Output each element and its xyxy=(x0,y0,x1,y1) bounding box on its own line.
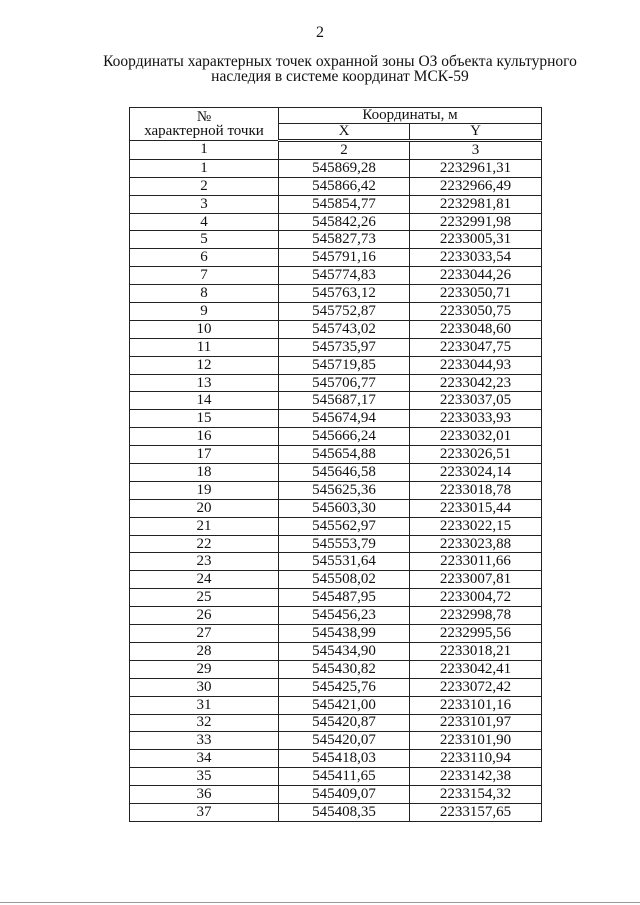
y-coordinate-cell: 2233005,31 xyxy=(410,231,542,249)
y-coordinate-cell: 2233032,01 xyxy=(410,428,542,446)
y-coordinate-cell: 2233033,54 xyxy=(410,249,542,267)
table-row xyxy=(130,428,542,446)
table-row xyxy=(130,678,542,696)
point-number-cell: 32 xyxy=(130,714,279,732)
x-coordinate-cell: 545603,30 xyxy=(279,499,410,517)
x-coordinate-cell: 545654,88 xyxy=(279,446,410,464)
table-row xyxy=(130,338,542,356)
x-coordinate-cell: 545562,97 xyxy=(279,517,410,535)
x-coordinate-cell: 545553,79 xyxy=(279,535,410,553)
point-number-header-line1: № xyxy=(196,109,212,125)
y-coordinate-cell: 2233023,88 xyxy=(410,535,542,553)
table-row xyxy=(130,464,542,482)
y-coordinate-cell: 2233022,15 xyxy=(410,517,542,535)
x-coordinate-cell: 545408,35 xyxy=(279,803,410,821)
x-coordinate-cell: 545791,16 xyxy=(279,249,410,267)
y-coordinate-cell: 2232998,78 xyxy=(410,607,542,625)
point-number-cell: 33 xyxy=(130,732,279,750)
point-number-cell: 14 xyxy=(130,392,279,410)
y-coordinate-cell: 2233050,71 xyxy=(410,285,542,303)
table-row xyxy=(130,571,542,589)
point-number-cell: 9 xyxy=(130,303,279,321)
table-row xyxy=(130,213,542,231)
table-row xyxy=(130,374,542,392)
table-row xyxy=(130,231,542,249)
y-coordinate-cell: 2233110,94 xyxy=(410,750,542,768)
y-column-header: Y xyxy=(410,124,542,141)
x-coordinate-cell: 545487,95 xyxy=(279,589,410,607)
x-coordinate-cell: 545666,24 xyxy=(279,428,410,446)
table-header xyxy=(130,108,542,141)
x-coordinate-cell: 545687,17 xyxy=(279,392,410,410)
y-coordinate-cell: 2233154,32 xyxy=(410,786,542,804)
point-number-cell: 13 xyxy=(130,374,279,392)
point-number-cell: 15 xyxy=(130,410,279,428)
point-number-cell: 16 xyxy=(130,428,279,446)
y-coordinate-cell: 2233042,23 xyxy=(410,374,542,392)
table-row xyxy=(130,517,542,535)
table-row xyxy=(130,535,542,553)
table-body xyxy=(130,159,542,821)
y-coordinate-cell: 2233044,26 xyxy=(410,267,542,285)
x-coordinate-cell: 545438,99 xyxy=(279,625,410,643)
point-number-cell: 11 xyxy=(130,338,279,356)
point-number-cell: 12 xyxy=(130,356,279,374)
table-row xyxy=(130,553,542,571)
x-coordinate-cell: 545646,58 xyxy=(279,464,410,482)
y-coordinate-cell: 2233072,42 xyxy=(410,678,542,696)
point-number-cell: 21 xyxy=(130,517,279,535)
y-coordinate-cell: 2233101,16 xyxy=(410,696,542,714)
column-number-2: 2 xyxy=(279,141,410,160)
x-coordinate-cell: 545420,87 xyxy=(279,714,410,732)
table-row xyxy=(130,249,542,267)
y-coordinate-cell: 2233044,93 xyxy=(410,356,542,374)
table-row xyxy=(130,446,542,464)
point-number-cell: 25 xyxy=(130,589,279,607)
y-coordinate-cell: 2233050,75 xyxy=(410,303,542,321)
y-coordinate-cell: 2233007,81 xyxy=(410,571,542,589)
point-number-cell: 17 xyxy=(130,446,279,464)
y-coordinate-cell: 2232995,56 xyxy=(410,625,542,643)
y-coordinate-cell: 2233033,93 xyxy=(410,410,542,428)
point-number-cell: 37 xyxy=(130,803,279,821)
x-coordinate-cell: 545430,82 xyxy=(279,660,410,678)
y-coordinate-cell: 2233018,78 xyxy=(410,481,542,499)
coordinates-group-header: Координаты, м xyxy=(279,108,542,124)
point-number-cell: 23 xyxy=(130,553,279,571)
y-coordinate-cell: 2233048,60 xyxy=(410,320,542,338)
table-row xyxy=(130,356,542,374)
table-row xyxy=(130,177,542,195)
y-coordinate-cell: 2233018,21 xyxy=(410,642,542,660)
y-coordinate-cell: 2233004,72 xyxy=(410,589,542,607)
y-coordinate-cell: 2233015,44 xyxy=(410,499,542,517)
point-number-header xyxy=(130,108,279,141)
point-number-header-line2: характерной точки xyxy=(144,123,264,139)
table-row xyxy=(130,303,542,321)
table-row xyxy=(130,750,542,768)
table-row xyxy=(130,392,542,410)
point-number-cell: 29 xyxy=(130,660,279,678)
point-number-cell: 22 xyxy=(130,535,279,553)
document-title xyxy=(60,54,620,84)
point-number-cell: 30 xyxy=(130,678,279,696)
x-coordinate-cell: 545420,07 xyxy=(279,732,410,750)
point-number-cell: 31 xyxy=(130,696,279,714)
x-coordinate-cell: 545456,23 xyxy=(279,607,410,625)
x-coordinate-cell: 545411,65 xyxy=(279,768,410,786)
point-number-cell: 24 xyxy=(130,571,279,589)
column-number-row xyxy=(130,141,542,160)
point-number-cell: 35 xyxy=(130,768,279,786)
point-number-cell: 8 xyxy=(130,285,279,303)
page-number: 2 xyxy=(316,24,324,41)
x-coordinate-cell: 545866,42 xyxy=(279,177,410,195)
x-coordinate-cell: 545735,97 xyxy=(279,338,410,356)
y-coordinate-cell: 2233101,97 xyxy=(410,714,542,732)
table-row xyxy=(130,159,542,177)
point-number-cell: 10 xyxy=(130,320,279,338)
table-row xyxy=(130,642,542,660)
title-line-2: наследия в системе координат МСК-59 xyxy=(211,68,469,85)
point-number-cell: 5 xyxy=(130,231,279,249)
x-coordinate-cell: 545418,03 xyxy=(279,750,410,768)
x-column-header: X xyxy=(279,124,410,141)
x-coordinate-cell: 545508,02 xyxy=(279,571,410,589)
table-row xyxy=(130,786,542,804)
x-coordinate-cell: 545409,07 xyxy=(279,786,410,804)
point-number-cell: 20 xyxy=(130,499,279,517)
point-number-cell: 28 xyxy=(130,642,279,660)
table-row xyxy=(130,589,542,607)
x-coordinate-cell: 545869,28 xyxy=(279,159,410,177)
x-coordinate-cell: 545827,73 xyxy=(279,231,410,249)
table-row xyxy=(130,410,542,428)
x-coordinate-cell: 545706,77 xyxy=(279,374,410,392)
table-row xyxy=(130,499,542,517)
y-coordinate-cell: 2233047,75 xyxy=(410,338,542,356)
point-number-cell: 3 xyxy=(130,195,279,213)
point-number-cell: 2 xyxy=(130,177,279,195)
table-row xyxy=(130,625,542,643)
point-number-cell: 19 xyxy=(130,481,279,499)
y-coordinate-cell: 2232981,81 xyxy=(410,195,542,213)
y-coordinate-cell: 2232966,49 xyxy=(410,177,542,195)
table-row xyxy=(130,195,542,213)
column-number-3: 3 xyxy=(410,141,542,160)
x-coordinate-cell: 545752,87 xyxy=(279,303,410,321)
x-coordinate-cell: 545425,76 xyxy=(279,678,410,696)
table-row xyxy=(130,481,542,499)
x-coordinate-cell: 545842,26 xyxy=(279,213,410,231)
table-row xyxy=(130,267,542,285)
x-coordinate-cell: 545774,83 xyxy=(279,267,410,285)
point-number-cell: 6 xyxy=(130,249,279,267)
x-coordinate-cell: 545421,00 xyxy=(279,696,410,714)
table-row xyxy=(130,696,542,714)
y-coordinate-cell: 2232991,98 xyxy=(410,213,542,231)
coordinates-table xyxy=(129,107,542,822)
column-number-1: 1 xyxy=(130,141,279,160)
y-coordinate-cell: 2233142,38 xyxy=(410,768,542,786)
y-coordinate-cell: 2233037,05 xyxy=(410,392,542,410)
table-row xyxy=(130,660,542,678)
y-coordinate-cell: 2233042,41 xyxy=(410,660,542,678)
x-coordinate-cell: 545674,94 xyxy=(279,410,410,428)
y-coordinate-cell: 2233011,66 xyxy=(410,553,542,571)
x-coordinate-cell: 545531,64 xyxy=(279,553,410,571)
table-row xyxy=(130,768,542,786)
point-number-cell: 34 xyxy=(130,750,279,768)
x-coordinate-cell: 545625,36 xyxy=(279,481,410,499)
point-number-cell: 18 xyxy=(130,464,279,482)
table-row xyxy=(130,732,542,750)
table-row xyxy=(130,714,542,732)
x-coordinate-cell: 545743,02 xyxy=(279,320,410,338)
y-coordinate-cell: 2233026,51 xyxy=(410,446,542,464)
table-row xyxy=(130,320,542,338)
point-number-cell: 7 xyxy=(130,267,279,285)
x-coordinate-cell: 545763,12 xyxy=(279,285,410,303)
point-number-cell: 36 xyxy=(130,786,279,804)
y-coordinate-cell: 2233024,14 xyxy=(410,464,542,482)
table-row xyxy=(130,607,542,625)
y-coordinate-cell: 2233101,90 xyxy=(410,732,542,750)
x-coordinate-cell: 545719,85 xyxy=(279,356,410,374)
table-row xyxy=(130,803,542,821)
y-coordinate-cell: 2232961,31 xyxy=(410,159,542,177)
x-coordinate-cell: 545854,77 xyxy=(279,195,410,213)
point-number-cell: 27 xyxy=(130,625,279,643)
point-number-cell: 26 xyxy=(130,607,279,625)
point-number-cell: 1 xyxy=(130,159,279,177)
table-row xyxy=(130,285,542,303)
y-coordinate-cell: 2233157,65 xyxy=(410,803,542,821)
point-number-cell: 4 xyxy=(130,213,279,231)
x-coordinate-cell: 545434,90 xyxy=(279,642,410,660)
page-bottom-edge xyxy=(0,902,640,903)
title-line-1: Координаты характерных точек охранной зоны ОЗ объекта культурного xyxy=(103,53,577,70)
